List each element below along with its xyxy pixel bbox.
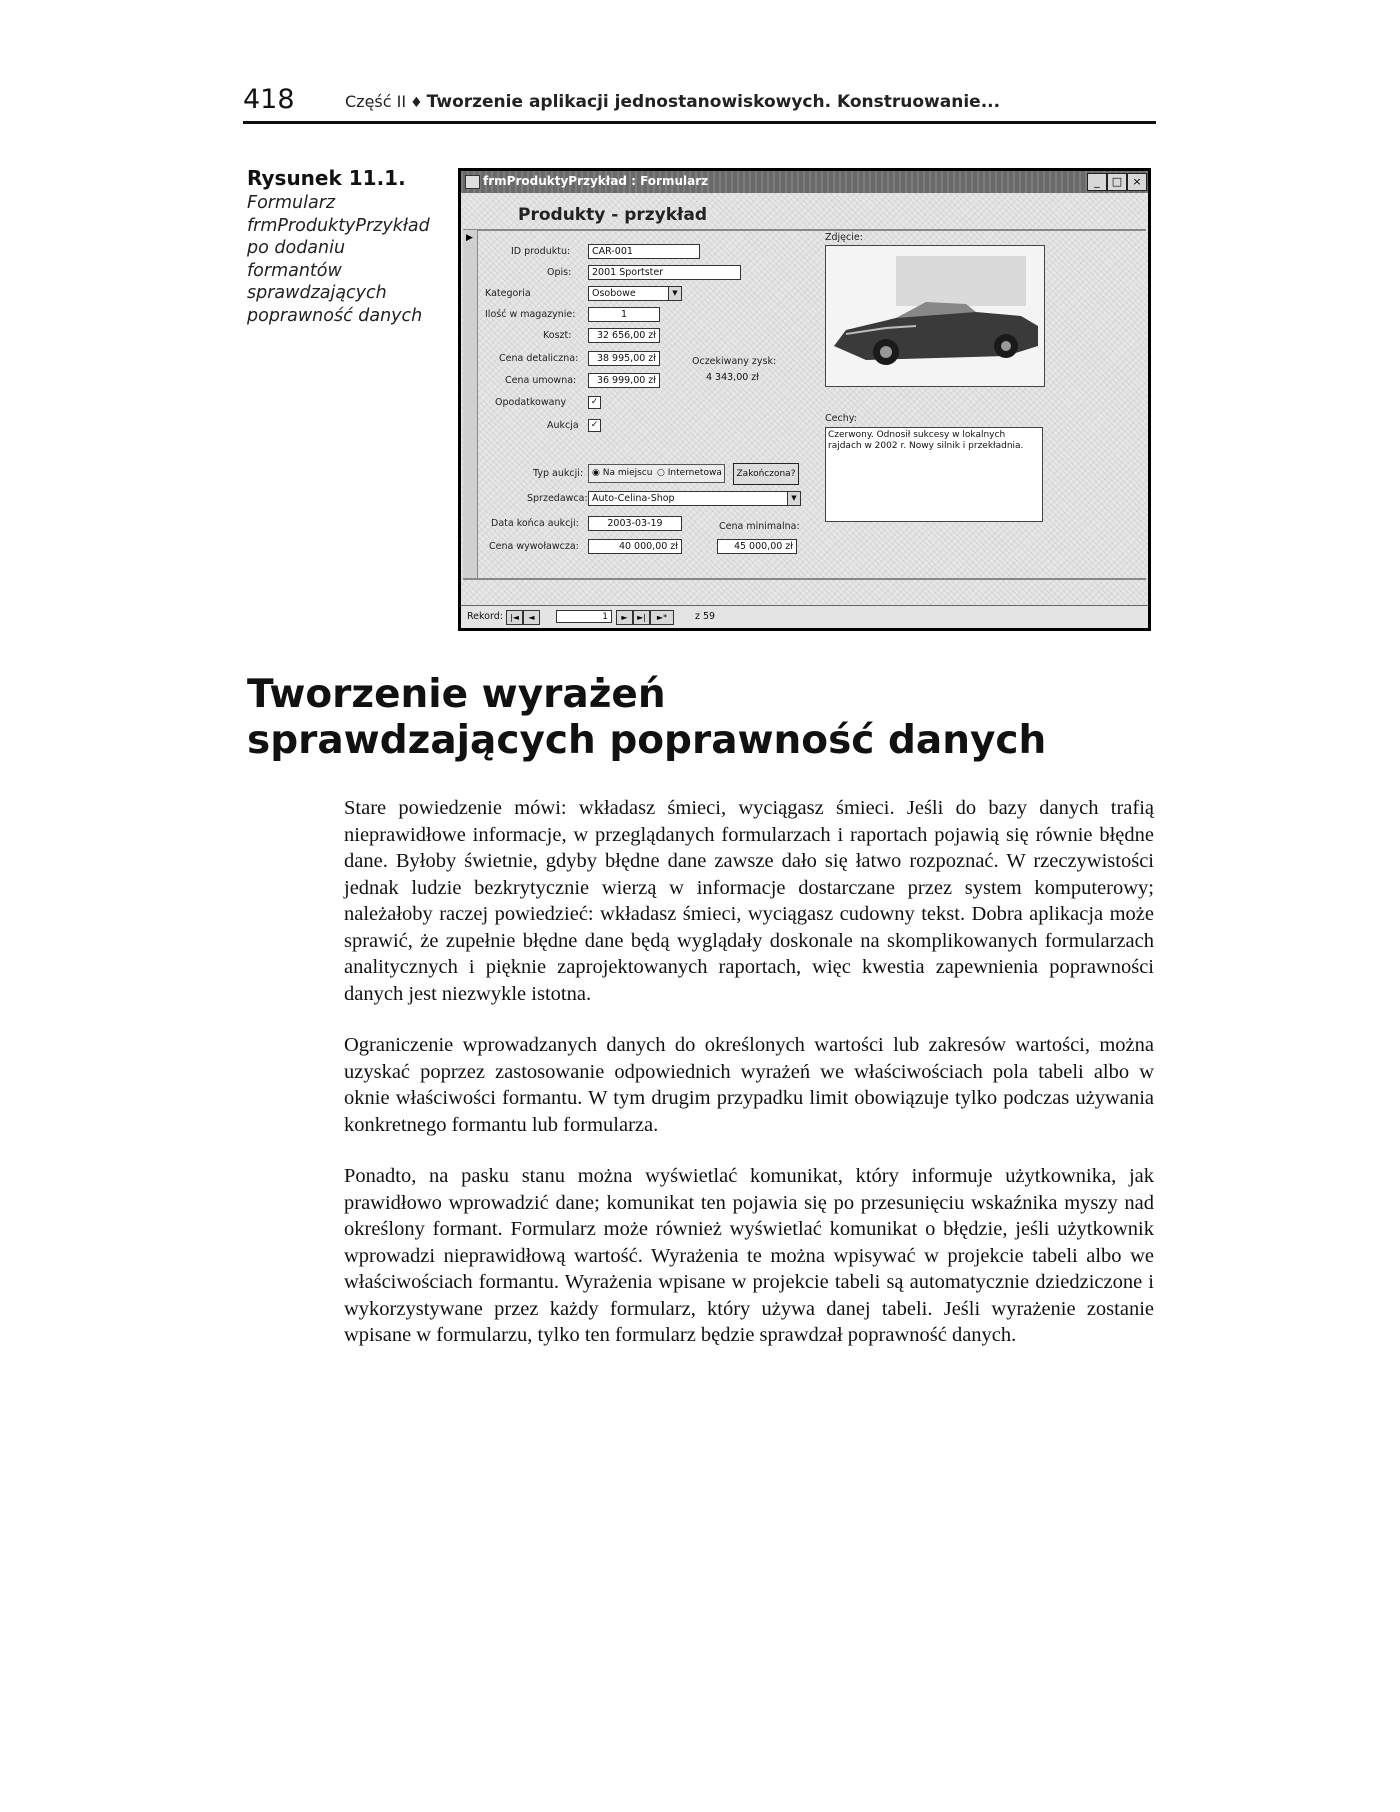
paragraph: Ponadto, na pasku stanu można wyświetlać komunikat, który informuje użytkownika, jak prawidłowo wprowadzić dane; komunikat ten pojawia się po przesunięciu wskaźnika myszy nad określony formant. Formularz może również wyświetlać komunikat o błędzie, jeśli użytkownik wprowadzi nieprawidłową wartość. Wyrażenia te można wpisywać w projekcie tabeli albo we właściwościach formantu. Wyrażenia wpisane w projekcie tabeli są automatycznie dziedziczone i wykorzystywane przez każdy formularz, który używa danej tabeli. Jeśli wyrażenie zostanie wpisane w formularzu, tylko ten formularz będzie sprawdzał poprawność danych.	[344, 1165, 1154, 1346]
opis-label: Opis:	[547, 267, 572, 278]
kategoria-combo[interactable]	[588, 286, 682, 301]
part-name: Część II	[345, 92, 407, 111]
paragraph: Ograniczenie wprowadzanych danych do określonych wartości lub zakresów wartości, można uzyskać poprzez zastosowanie odpowiednich wyrażeń we właściwościach pola tabeli albo w oknie właściwości formantu. W tym drugim przypadku limit obowiązuje tylko podczas używania konkretnego formantu lub formularza.	[344, 1034, 1154, 1136]
figure-caption	[247, 166, 437, 327]
cena-umowna-label: Cena umowna:	[505, 375, 577, 386]
id-label: ID produktu:	[511, 246, 571, 257]
record-pointer-icon: ▶	[466, 233, 473, 243]
form-heading: Produkty - przykład	[518, 205, 707, 225]
paragraph: Stare powiedzenie mówi: wkładasz śmieci, wyciągasz śmieci. Jeśli do bazy danych trafią nieprawidłowe informacje, w przeglądanych formularzach i raportach pojawią się równie błędne dane. Byłoby świetnie, gdyby błędne dane zawsze dało się łatwo rozpoznać. W rzeczywistości jednak ludzie bezkrytycznie wierzą w informacje dostarczane przez system komputerowy; należałoby raczej powiedzieć: wkładasz śmieci, wyciągasz cudowny tekst. Dobra aplikacja może sprawić, że zupełnie błędne dane będą wyglądały doskonale na skomplikowanych formularzach analitycznych i pięknie zaprojektowanych raportach, więc kwestia zapewnienia poprawności danych jest niezwykle istotna.	[344, 797, 1154, 1005]
sprzedawca-combo[interactable]	[588, 491, 801, 506]
section-title-line2: sprawdzających poprawność danych	[247, 718, 1047, 763]
section-title-line1: Tworzenie wyrażeń	[247, 672, 666, 717]
last-record-button[interactable]: ►|	[633, 610, 650, 625]
next-record-button[interactable]: ►	[616, 610, 633, 625]
koszt-field[interactable]: 32 656,00 zł	[588, 328, 660, 343]
zdjecie-label: Zdjęcie:	[825, 232, 863, 243]
cechy-label: Cechy:	[825, 413, 857, 424]
radio-na-miejscu[interactable]: ◉ Na miejscu	[592, 468, 653, 478]
record-total: z 59	[695, 611, 716, 622]
koszt-label: Koszt:	[543, 330, 572, 341]
chevron-down-icon[interactable]: ▼	[787, 492, 800, 505]
car-image	[826, 246, 1044, 386]
part-label	[345, 92, 1000, 112]
radio-na-miejscu-label: Na miejscu	[602, 468, 653, 478]
window-titlebar	[461, 171, 1148, 193]
figure-label: Rysunek 11.1.	[247, 166, 406, 190]
id-field[interactable]: CAR-001	[588, 244, 700, 259]
aukcja-checkbox[interactable]: ✓	[588, 419, 601, 432]
chevron-down-icon[interactable]: ▼	[668, 287, 681, 300]
form-window-screenshot	[458, 168, 1151, 631]
aukcja-label: Aukcja	[547, 420, 579, 431]
form-icon	[465, 175, 480, 189]
opodatkowany-checkbox[interactable]: ✓	[588, 396, 601, 409]
ilosc-field[interactable]: 1	[588, 307, 660, 322]
current-record-field[interactable]: 1	[556, 610, 612, 623]
radio-internetowa[interactable]: ○ Internetowa	[657, 468, 722, 478]
new-record-button[interactable]: ►*	[650, 610, 674, 625]
cechy-memo[interactable]: Czerwony. Odnosił sukcesy w lokalnych rajdach w 2002 r. Nowy silnik i przekładnia.	[825, 427, 1043, 522]
window-title: frmProduktyPrzykład : Formularz	[483, 174, 709, 188]
previous-record-button[interactable]: ◄	[523, 610, 540, 625]
record-navigation-bar	[461, 605, 1148, 628]
oczekiwany-zysk-label: Oczekiwany zysk:	[692, 356, 777, 367]
sprzedawca-value: Auto-Celina-Shop	[592, 493, 675, 504]
bullet-icon: ♦	[410, 95, 423, 111]
cena-minimalna-label: Cena minimalna:	[719, 521, 800, 532]
record-selector[interactable]	[463, 230, 478, 578]
cena-minimalna-field[interactable]: 45 000,00 zł	[717, 539, 797, 554]
first-record-button[interactable]: |◄	[506, 610, 523, 625]
kategoria-value: Osobowe	[592, 288, 636, 299]
data-konca-field[interactable]: 2003-03-19	[588, 516, 682, 531]
cena-wywolawcza-label: Cena wywoławcza:	[489, 541, 579, 552]
body-text	[344, 795, 1154, 1374]
figure-caption-text: Formularz frmProduktyPrzykład po dodaniu formantów sprawdzających poprawność danych	[247, 193, 430, 326]
opis-field[interactable]: 2001 Sportster	[588, 265, 741, 280]
zakonczona-button[interactable]: Zakończona?	[733, 463, 799, 485]
maximize-button[interactable]: □	[1107, 173, 1127, 191]
form-header-rule	[463, 229, 1146, 231]
typ-aukcji-label: Typ aukcji:	[533, 468, 584, 479]
form-footer-rule	[463, 578, 1146, 580]
radio-internetowa-label: Internetowa	[667, 468, 722, 478]
record-label: Rekord:	[467, 611, 503, 622]
close-button[interactable]: ×	[1127, 173, 1147, 191]
cena-wywolawcza-field[interactable]: 40 000,00 zł	[588, 539, 682, 554]
cena-detaliczna-label: Cena detaliczna:	[499, 353, 579, 364]
ilosc-label: Ilość w magazynie:	[485, 309, 576, 320]
car-photo	[825, 245, 1045, 387]
data-konca-label: Data końca aukcji:	[491, 518, 579, 529]
chapter-title: Tworzenie aplikacji jednostanowiskowych. Konstruowanie...	[426, 92, 1001, 112]
running-header	[243, 84, 1156, 124]
minimize-button[interactable]: _	[1087, 173, 1107, 191]
oczekiwany-zysk-value: 4 343,00 zł	[705, 372, 759, 383]
sprzedawca-label: Sprzedawca:	[527, 493, 588, 504]
page-number: 418	[243, 84, 295, 115]
typ-aukcji-option-group	[588, 464, 725, 483]
section-title	[247, 672, 1147, 764]
kategoria-label: Kategoria	[485, 288, 531, 299]
cena-umowna-field[interactable]: 36 999,00 zł	[588, 373, 660, 388]
opodatkowany-label: Opodatkowany	[495, 397, 567, 408]
header-rule	[243, 121, 1156, 124]
cena-detaliczna-field[interactable]: 38 995,00 zł	[588, 351, 660, 366]
